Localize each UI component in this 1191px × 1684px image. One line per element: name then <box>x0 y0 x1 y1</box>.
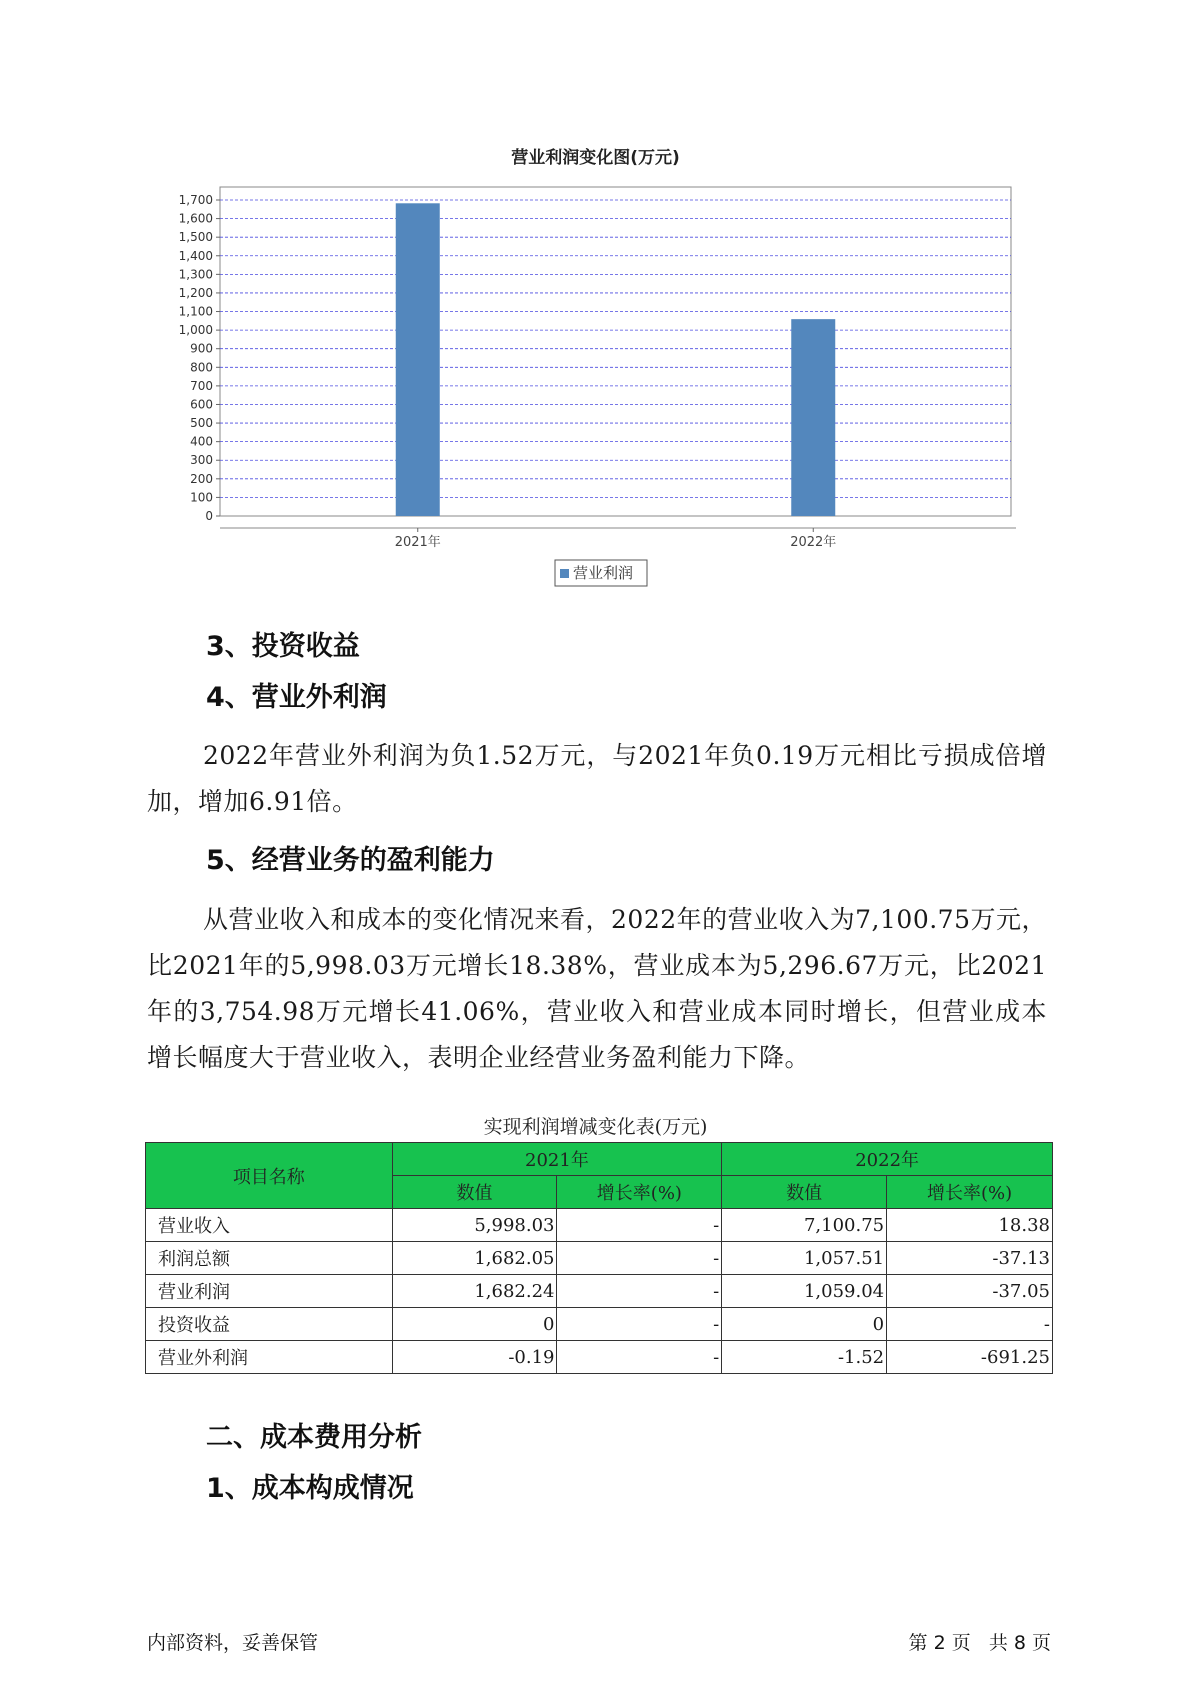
row-label: 营业利润 <box>146 1275 393 1308</box>
header-year-2021: 2021年 <box>392 1143 722 1176</box>
cell-value-2021: 1,682.05 <box>392 1242 557 1275</box>
y-tick-label: 1,700 <box>178 193 213 207</box>
footer-confidential: 内部资料，妥善保管 <box>147 1632 319 1654</box>
header-year-2022: 2022年 <box>722 1143 1053 1176</box>
y-tick-label: 400 <box>190 434 213 449</box>
bar-2021年 <box>396 203 440 516</box>
cell-value-2021: 5,998.03 <box>392 1209 557 1242</box>
chart-title: 营业利润变化图(万元) <box>511 148 680 168</box>
cell-rate-2022: 18.38 <box>887 1209 1053 1242</box>
table-row <box>146 1242 1053 1275</box>
y-tick-label: 1,200 <box>178 285 213 300</box>
cell-value-2022: 7,100.75 <box>722 1209 887 1242</box>
section-heading-cost-composition: 1、成本构成情况 <box>206 1473 414 1504</box>
footer-page-number: 第 2 页 共 8 页 <box>908 1632 1051 1654</box>
header-value-2022: 数值 <box>722 1176 887 1209</box>
cell-rate-2021: - <box>557 1308 722 1341</box>
y-tick-label: 0 <box>205 509 213 523</box>
table-row <box>146 1341 1053 1374</box>
cell-rate-2022: -691.25 <box>887 1341 1053 1374</box>
y-tick-label: 1,300 <box>178 267 213 282</box>
profit-change-table <box>145 1142 1053 1374</box>
y-tick-label: 1,100 <box>178 304 213 319</box>
y-tick-label: 1,500 <box>178 230 213 245</box>
bar-2022年 <box>791 319 835 516</box>
y-tick-label: 100 <box>190 490 213 505</box>
table-row <box>146 1308 1053 1341</box>
y-tick-label: 500 <box>190 416 213 431</box>
bar-chart <box>0 0 1191 600</box>
row-label: 投资收益 <box>146 1308 393 1341</box>
y-tick-label: 1,600 <box>178 211 213 226</box>
section-heading-non-operating-profit: 4、营业外利润 <box>206 682 387 713</box>
y-tick-label: 800 <box>190 360 213 375</box>
paragraph-profitability: 从营业收入和成本的变化情况来看，2022年的营业收入为7,100.75万元，比2021年的5,998.03万元增长18.38%，营业成本为5,296.67万元，比2021年的3,754.98万元增长41.06%，营业收入和营业成本同时增长，但营业成本增长幅度大于营业收入，表明企业经营业务盈利能力下降。 <box>147 905 1047 1072</box>
plot-area <box>220 187 1011 516</box>
section-heading-cost-analysis: 二、成本费用分析 <box>206 1422 422 1453</box>
cell-rate-2022: -37.05 <box>887 1275 1053 1308</box>
cell-value-2022: -1.52 <box>722 1341 887 1374</box>
header-item-name: 项目名称 <box>146 1143 393 1209</box>
paragraph-non-operating-profit: 2022年营业外利润为负1.52万元，与2021年负0.19万元相比亏损成倍增加，增加6.91倍。 <box>147 741 1047 816</box>
header-rate-2021: 增长率(%) <box>557 1176 722 1209</box>
header-rate-2022: 增长率(%) <box>887 1176 1053 1209</box>
cell-value-2021: 0 <box>392 1308 557 1341</box>
header-value-2021: 数值 <box>392 1176 557 1209</box>
row-label: 利润总额 <box>146 1242 393 1275</box>
row-label: 营业外利润 <box>146 1341 393 1374</box>
table-row <box>146 1275 1053 1308</box>
cell-rate-2021: - <box>557 1209 722 1242</box>
y-tick-label: 700 <box>190 378 213 393</box>
section-heading-profitability: 5、经营业务的盈利能力 <box>206 845 495 876</box>
cell-rate-2021: - <box>557 1341 722 1374</box>
row-label: 营业收入 <box>146 1209 393 1242</box>
cell-rate-2021: - <box>557 1275 722 1308</box>
cell-rate-2021: - <box>557 1242 722 1275</box>
y-tick-label: 900 <box>190 341 213 356</box>
cell-rate-2022: -37.13 <box>887 1242 1053 1275</box>
cell-value-2021: 1,682.24 <box>392 1275 557 1308</box>
table-caption: 实现利润增减变化表(万元) <box>483 1116 708 1138</box>
cell-value-2021: -0.19 <box>392 1341 557 1374</box>
legend-swatch <box>560 569 569 578</box>
legend-label: 营业利润 <box>573 564 634 582</box>
y-tick-label: 600 <box>190 397 213 412</box>
y-tick-label: 1,400 <box>178 248 213 263</box>
table-row <box>146 1209 1053 1242</box>
y-tick-label: 1,000 <box>178 323 213 338</box>
cell-value-2022: 1,057.51 <box>722 1242 887 1275</box>
cell-value-2022: 1,059.04 <box>722 1275 887 1308</box>
x-tick-label: 2022年 <box>790 535 837 550</box>
x-tick-label: 2021年 <box>394 535 441 550</box>
cell-value-2022: 0 <box>722 1308 887 1341</box>
section-heading-investment-income: 3、投资收益 <box>206 631 360 662</box>
cell-rate-2022: - <box>887 1308 1053 1341</box>
y-tick-label: 200 <box>190 471 213 486</box>
y-tick-label: 300 <box>190 453 213 468</box>
